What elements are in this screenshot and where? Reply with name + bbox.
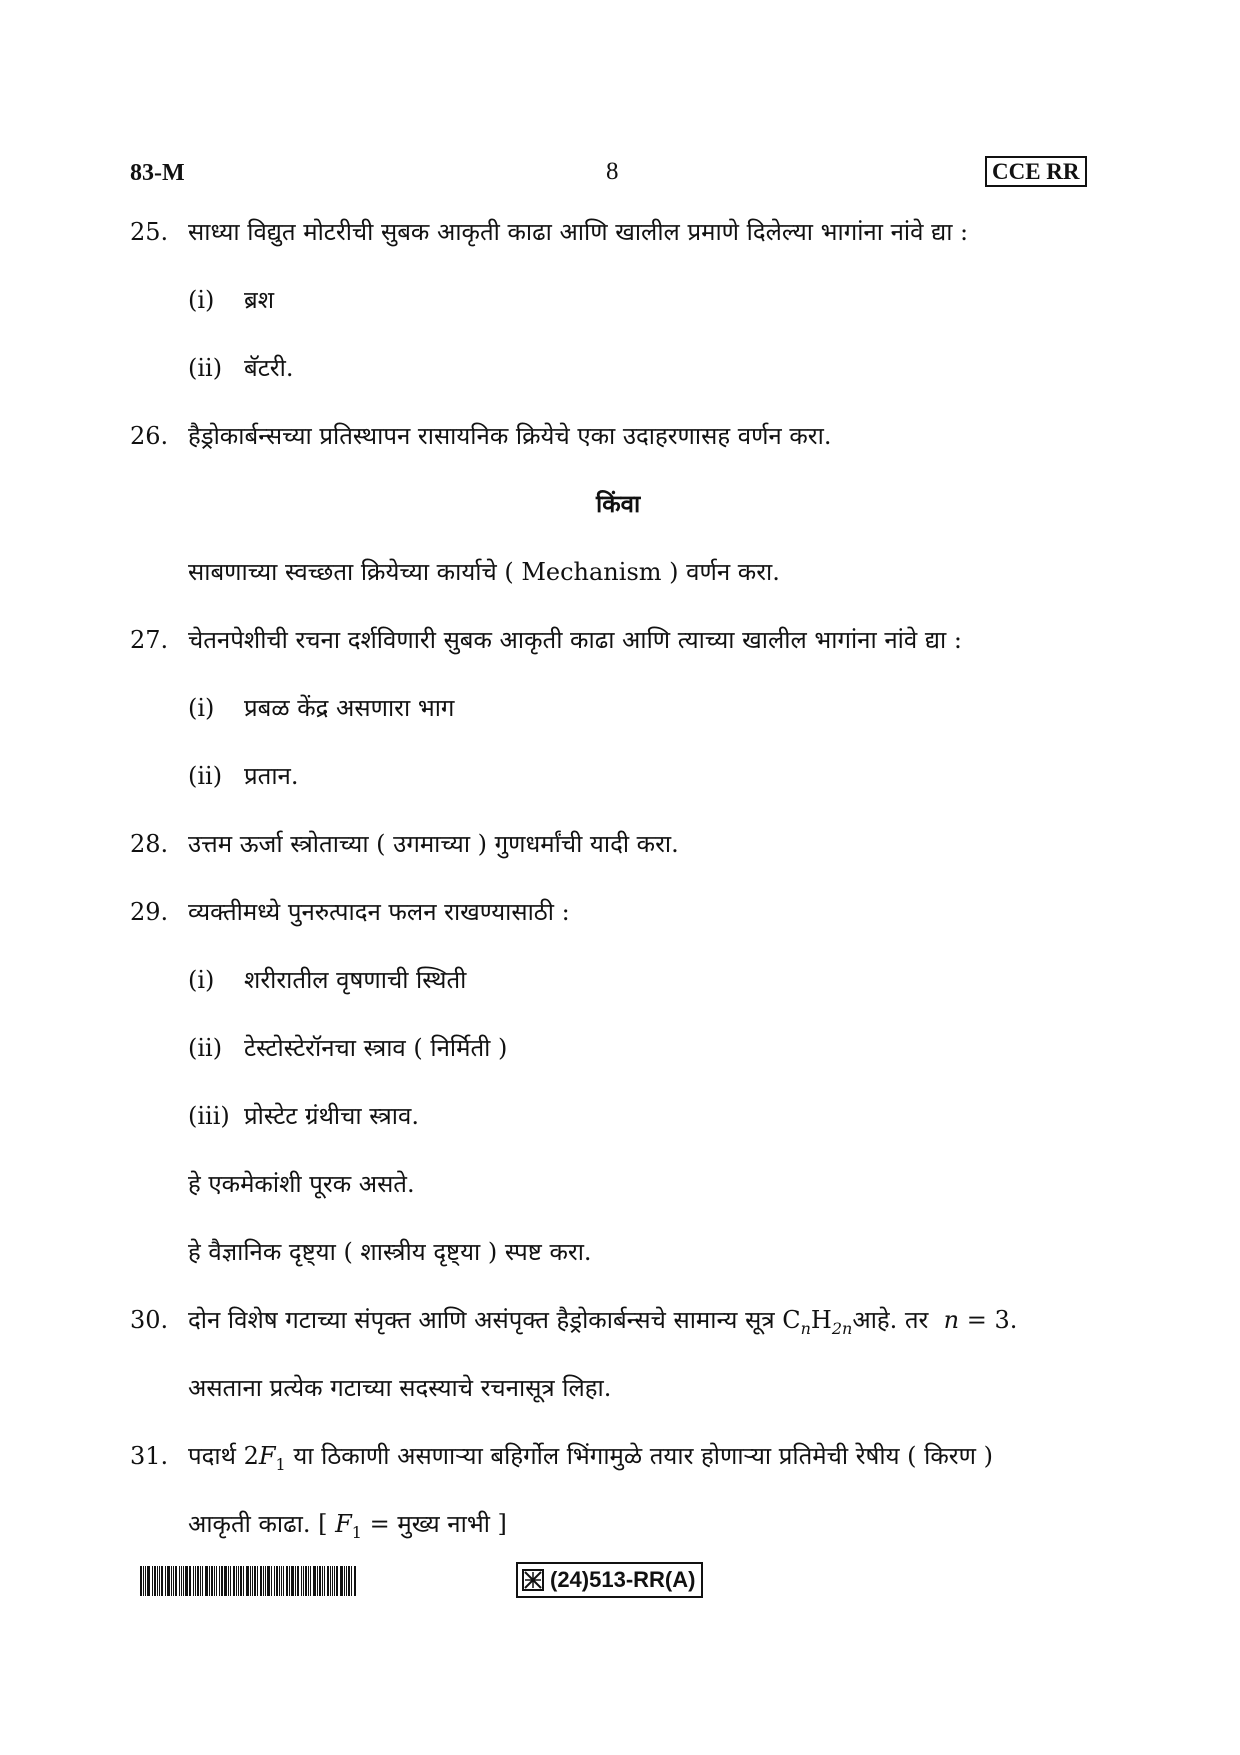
barcode-bar [276, 1566, 278, 1596]
question-25-part-2 [188, 352, 293, 384]
part-label: (i) [188, 966, 215, 994]
barcode-bar [348, 1566, 350, 1596]
question-text-continued: या ठिकाणी असणाऱ्या बहिर्गोल भिंगामुळे तयार होणाऱ्या प्रतिमेची रेषीय ( किरण ) [293, 1442, 993, 1470]
or-label: किंवा [596, 489, 641, 518]
question-26 [130, 420, 831, 452]
part-text: ब्रश [244, 286, 275, 314]
part-label: (ii) [188, 1034, 223, 1062]
barcode-bar [183, 1566, 184, 1596]
barcode-bar [219, 1566, 220, 1596]
question-text-continued: आहे. तर [852, 1306, 929, 1334]
part-label: (iii) [188, 1102, 230, 1130]
barcode-bar [181, 1566, 182, 1596]
barcode-bar [159, 1566, 160, 1596]
barcode-bar [313, 1566, 316, 1596]
question-number: 29. [130, 898, 169, 926]
part-label: (ii) [188, 354, 223, 382]
paper-code: 83-M [130, 160, 185, 186]
barcode-bar [167, 1566, 170, 1596]
barcode-bar [265, 1566, 266, 1596]
part-text: बॅटरी. [244, 354, 294, 382]
question-29-part-1 [188, 964, 466, 996]
barcode-bar [295, 1566, 296, 1596]
barcode-bar [250, 1566, 251, 1596]
barcode-bar [344, 1566, 345, 1596]
barcode-bar [274, 1566, 275, 1596]
barcode-bar [143, 1566, 144, 1596]
part-label: (i) [188, 286, 215, 314]
barcode-bar [161, 1566, 163, 1596]
barcode-bar [289, 1566, 290, 1596]
barcode-bar [240, 1566, 242, 1596]
question-31 [130, 1440, 993, 1481]
booklet-code-text: (24)513-RR(A) [550, 1567, 696, 1592]
barcode-bar [152, 1566, 153, 1596]
question-text: उत्तम ऊर्जा स्त्रोताच्या ( उगमाच्या ) गुणधर्मांची यादी करा. [188, 830, 679, 858]
barcode-bar [346, 1566, 347, 1596]
barcode-bar [209, 1566, 210, 1596]
barcode-bar [157, 1566, 158, 1596]
question-text: पदार्थ [188, 1442, 236, 1470]
question-25-part-1 [188, 284, 274, 316]
barcode-bar [319, 1566, 321, 1596]
barcode-bar [221, 1566, 223, 1596]
barcode-bar [260, 1566, 262, 1596]
barcode-bar [154, 1566, 156, 1596]
question-29 [130, 896, 570, 928]
question-number: 31. [130, 1442, 169, 1470]
barcode-bar [224, 1566, 227, 1596]
question-number: 26. [130, 422, 169, 450]
question-number: 27. [130, 626, 169, 654]
question-30 [130, 1304, 1017, 1345]
barcode-bar [336, 1566, 338, 1596]
barcode-bar [334, 1566, 335, 1596]
question-29-part-3 [188, 1100, 419, 1132]
barcode-bar [214, 1566, 215, 1596]
variable-n: n [943, 1306, 960, 1334]
question-29-line-1: हे एकमेकांशी पूरक असते. [188, 1170, 415, 1198]
barcode-bar [257, 1566, 258, 1596]
part-text: प्रतान. [244, 762, 299, 790]
barcode-bar [230, 1566, 231, 1596]
barcode-bar [297, 1566, 299, 1596]
question-27 [130, 624, 962, 656]
barcode-bar [165, 1566, 166, 1596]
question-number: 30. [130, 1306, 169, 1334]
question-30-line-2: असताना प्रत्येक गटाच्या सदस्याचे रचनासूत्र लिहा. [188, 1374, 612, 1402]
question-29-line-2: हे वैज्ञानिक दृष्ट्या ( शास्त्रीय दृष्ट्या ) स्पष्ट करा. [188, 1238, 592, 1266]
barcode-bar [303, 1566, 304, 1596]
barcode-bar [228, 1566, 229, 1596]
focal-point-f1: F [335, 1510, 352, 1538]
barcode-bar [340, 1566, 343, 1596]
barcode-bar [322, 1566, 323, 1596]
barcode-bar [236, 1566, 237, 1596]
barcode-bar [193, 1566, 194, 1596]
question-text: दोन विशेष गटाच्या संपृक्त आणि असंपृक्त हैड्रोकार्बन्सचे सामान्य सूत्र [188, 1306, 775, 1334]
question-number: 28. [130, 830, 169, 858]
barcode-bar [173, 1566, 174, 1596]
barcode-bar [305, 1566, 307, 1596]
barcode-bar [197, 1566, 199, 1596]
barcode-bar [291, 1566, 294, 1596]
question-27-part-2 [188, 760, 299, 792]
barcode-bar [327, 1566, 329, 1596]
series-badge: CCE RR [985, 156, 1087, 187]
barcode-bar [189, 1566, 191, 1596]
barcode-bar [324, 1566, 325, 1596]
barcode-bar [200, 1566, 201, 1596]
question-text: साध्या विद्युत मोटरीची सुबक आकृती काढा आणि खालील प्रमाणे दिलेल्या भागांना नांवे द्या : [188, 218, 969, 246]
barcode-bar [252, 1566, 253, 1596]
barcode-bar [238, 1566, 239, 1596]
page-number: 8 [606, 158, 619, 185]
barcode-bar [246, 1566, 249, 1596]
barcode-bar [267, 1566, 270, 1596]
barcode-bar [281, 1566, 282, 1596]
question-text: चेतनपेशीची रचना दर्शविणारी सुबक आकृती काढा आणि त्याच्या खालील भागांना नांवे द्या : [188, 626, 962, 654]
question-text: व्यक्तीमध्ये पुनरुत्पादन फलन राखण्यासाठी : [188, 898, 570, 926]
barcode-bar [179, 1566, 180, 1596]
barcode-bar [185, 1566, 188, 1596]
barcode-bar [202, 1566, 203, 1596]
barcode-bar [351, 1566, 352, 1596]
barcode-bar [216, 1566, 217, 1596]
barcode-bar [171, 1566, 172, 1596]
barcode-bar [283, 1566, 284, 1596]
barcode-bar [254, 1566, 256, 1596]
part-text: प्रोस्टेट ग्रंथीचा स्त्राव. [244, 1102, 419, 1130]
focal-point-2f1: $2F_1$ [243, 1442, 286, 1474]
question-28 [130, 828, 679, 860]
barcode-bar [310, 1566, 311, 1596]
question-31-line-2: आकृती काढा. [ $F_1$ = मुख्य नाभी ] [188, 1510, 507, 1542]
question-27-part-1 [188, 692, 454, 724]
barcode-bar [175, 1566, 177, 1596]
barcode-bar [140, 1566, 142, 1596]
barcode [140, 1566, 382, 1596]
question-25 [130, 216, 968, 248]
barcode-bar [195, 1566, 196, 1596]
barcode-bar [205, 1566, 208, 1596]
question-29-part-2 [188, 1032, 507, 1064]
general-formula: $C_nH_{2n}$ [782, 1306, 853, 1338]
question-number: 25. [130, 218, 169, 246]
variable-value: = 3. [966, 1306, 1018, 1334]
barcode-bar [271, 1566, 272, 1596]
barcode-bar [301, 1566, 302, 1596]
part-text: प्रबळ केंद्र असणारा भाग [244, 694, 455, 722]
barcode-bar [279, 1566, 280, 1596]
part-label: (i) [188, 694, 215, 722]
barcode-bar [233, 1566, 235, 1596]
barcode-bar [308, 1566, 309, 1596]
part-label: (ii) [188, 762, 223, 790]
barcode-bar [263, 1566, 264, 1596]
question-26-alternative: साबणाच्या स्वच्छता क्रियेच्या कार्याचे ( Mechanism ) वर्णन करा. [188, 558, 780, 586]
barcode-bar [286, 1566, 288, 1596]
barcode-bar [243, 1566, 244, 1596]
barcode-bar [330, 1566, 331, 1596]
part-text: टेस्टोस्टेरॉनचा स्त्राव ( निर्मिती ) [244, 1034, 508, 1062]
part-text: शरीरातील वृषणाची स्थिती [244, 966, 467, 994]
barcode-bar [332, 1566, 333, 1596]
emblem-icon [522, 1569, 544, 1591]
barcode-bar [317, 1566, 318, 1596]
question-text: हैड्रोकार्बन्सच्या प्रतिस्थापन रासायनिक क्रियेचे एका उदाहरणासह वर्णन करा. [188, 422, 832, 450]
booklet-code [516, 1562, 703, 1598]
barcode-bar [354, 1566, 356, 1596]
barcode-bar [145, 1566, 146, 1596]
barcode-bar [147, 1566, 150, 1596]
barcode-bar [211, 1566, 213, 1596]
